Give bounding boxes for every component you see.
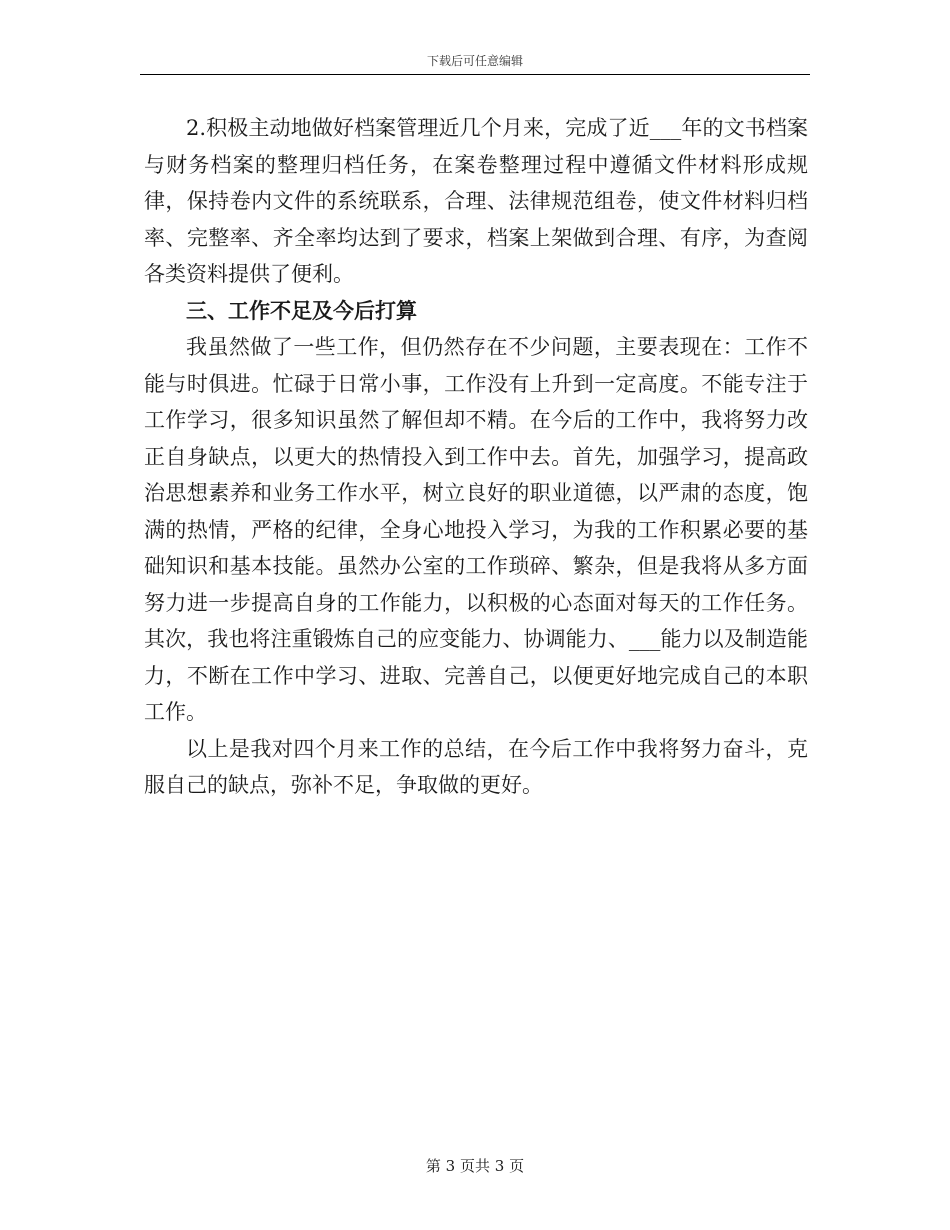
paragraph-conclusion: 以上是我对四个月来工作的总结，在今后工作中我将努力奋斗，克服自己的缺点，弥补不足，争取做的更好。	[144, 736, 808, 797]
document-body	[144, 110, 808, 804]
section-heading-shortcomings: 三、工作不足及今后打算	[186, 297, 417, 323]
paragraph-archive-management: 2.积极主动地做好档案管理近几个月来，完成了近___年的文书档案与财务档案的整理归档任务，在案卷整理过程中遵循文件材料形成规律，保持卷内文件的系统联系，合理、法律规范组卷，使文件材料归档率、完整率、齐全率均达到了要求，档案上架做到合理、有序，为查阅各类资料提供了便利。	[144, 116, 808, 286]
page-number-footer: 第 3 页共 3 页	[425, 1157, 525, 1175]
paragraph-problems-and-plans: 我虽然做了一些工作，但仍然存在不少问题，主要表现在：工作不能与时俱进。忙碌于日常小事，工作没有上升到一定高度。不能专注于工作学习，很多知识虽然了解但却不精。在今后的工作中，我将努力改正自身缺点，以更大的热情投入到工作中去。首先，加强学习，提高政治思想素养和业务工作水平，树立良好的职业道德，以严肃的态度，饱满的热情，严格的纪律，全身心地投入学习，为我的工作积累必要的基础知识和基本技能。虽然办公室的工作琐碎、繁杂，但是我将从多方面努力进一步提高自身的工作能力，以积极的心态面对每天的工作任务。其次，我也将注重锻炼自己的应变能力、协调能力、___能力以及制造能力，不断在工作中学习、进取、完善自己，以便更好地完成自己的本职工作。	[144, 335, 808, 724]
header-divider	[140, 74, 810, 75]
page-header: 下载后可任意编辑	[426, 54, 523, 68]
